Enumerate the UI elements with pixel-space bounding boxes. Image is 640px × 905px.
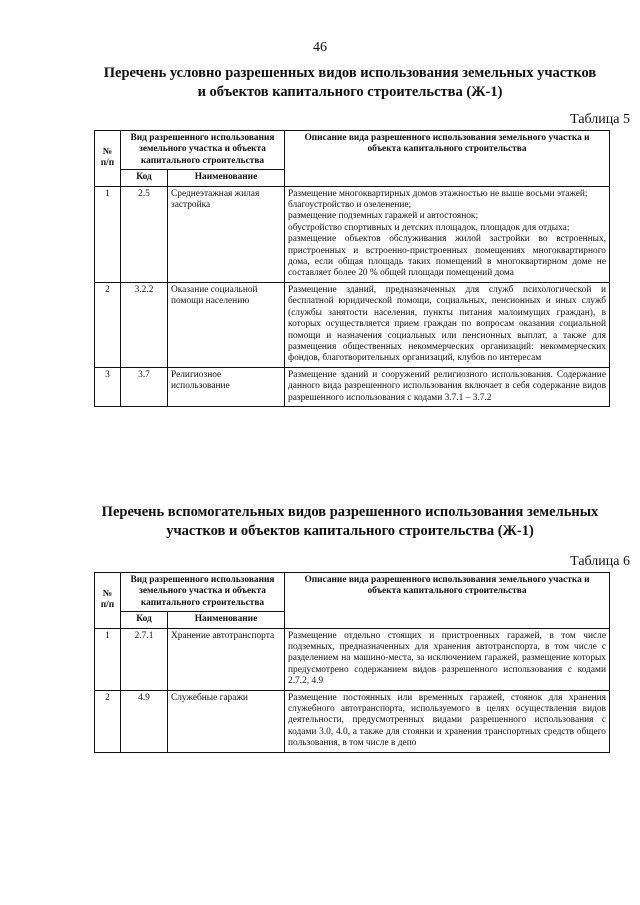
table6-header-row xyxy=(95,573,610,612)
description-line: обустройство спортивных и детских площадок, площадок для отдыха; xyxy=(288,222,570,233)
section2-title-line2: участков и объектов капитального строительства (Ж-1) xyxy=(166,523,534,539)
row-description xyxy=(285,186,610,282)
row-code: 4.9 xyxy=(121,690,168,752)
table6-header-type-group: Вид разрешенного использования земельного участка и объекта капитального строительства xyxy=(121,573,285,612)
table-row xyxy=(95,690,610,752)
row-num: 2 xyxy=(95,690,121,752)
row-num: 1 xyxy=(95,628,121,690)
description-line: благоустройство и озеленение; xyxy=(288,200,412,211)
table5-header-description: Описание вида разрешенного использования земельного участка и объекта капитального строительства xyxy=(285,131,610,187)
section1-title-line2: и объектов капитального строительства (Ж-1) xyxy=(197,84,503,100)
table5-header-name: Наименование xyxy=(168,170,285,186)
table-row xyxy=(95,367,610,406)
row-code: 3.2.2 xyxy=(121,282,168,367)
row-description: Размещение зданий, предназначенных для служб психологической и бесплатной юридической помощи, социальных, пенсионных и иных служб (службы занятости населения, пункты питания малоимущих граждан), в которых осуществляется прием граждан по вопросам оказания социальной помощи и назначения социальных или пенсионных выплат, а также для размещения общественных некоммерческих организаций: некоммерческих фондов, благотворительных организаций, клубов по интересам xyxy=(285,282,610,367)
section2-title-line1: Перечень вспомогательных видов разрешенного использования земельных xyxy=(101,504,599,520)
section1-title-line1: Перечень условно разрешенных видов использования земельных участков xyxy=(103,65,597,81)
table5-label: Таблица 5 xyxy=(570,112,630,127)
table5-header-code: Код xyxy=(121,170,168,186)
table6-label: Таблица 6 xyxy=(570,554,630,569)
row-num: 1 xyxy=(95,186,121,282)
table-row xyxy=(95,186,610,282)
table5 xyxy=(94,130,610,407)
row-name: Служебные гаражи xyxy=(168,690,285,752)
row-description: Размещение постоянных или временных гаражей, стоянок для хранения служебного автотранспорта, используемого в целях осуществления видов деятельности, предусмотренных видами разрешенного использования с кодами 3.0, 4.0, а также для стоянки и хранения транспортных средств общего пользования, в том числе в депо xyxy=(285,690,610,752)
row-code: 2.5 xyxy=(121,186,168,282)
row-num: 3 xyxy=(95,367,121,406)
row-name: Религиозное использование xyxy=(168,367,285,406)
table5-header-row xyxy=(95,131,610,170)
table6-header-code: Код xyxy=(121,612,168,628)
row-name: Среднеэтажная жилая застройка xyxy=(168,186,285,282)
description-line: Размещение многоквартирных домов этажностью не выше восьми этажей; xyxy=(288,188,588,199)
table-row xyxy=(95,628,610,690)
table-row xyxy=(95,282,610,367)
table6-header-name: Наименование xyxy=(168,612,285,628)
row-name: Хранение автотранспорта xyxy=(168,628,285,690)
row-description: Размещение отдельно стоящих и пристроенных гаражей, в том числе подземных, предназначенных для хранения автотранспорта, в том числе с разделением на машино-места, за исключением гаражей, размещение которых предусмотрено содержанием видов разрешенного использования с кодами 2.7.2, 4.9 xyxy=(285,628,610,690)
section2-title xyxy=(70,503,630,541)
row-name: Оказание социальной помощи населению xyxy=(168,282,285,367)
table6 xyxy=(94,572,610,753)
table5-header-type-group: Вид разрешенного использования земельного участка и объекта капитального строительства xyxy=(121,131,285,170)
row-code: 3.7 xyxy=(121,367,168,406)
description-line: размещение объектов обслуживания жилой застройки во встроенных, пристроенных и встроенно-пристроенных помещениях многоквартирного дома, если общая площадь таких помещений в многоквартирном доме не составляет более 20 % общей площади помещений дома xyxy=(288,234,606,279)
description-line: размещение подземных гаражей и автостоянок; xyxy=(288,211,479,222)
table5-header-num: № п/п xyxy=(95,131,121,187)
table6-header-num: № п/п xyxy=(95,573,121,629)
row-description: Размещение зданий и сооружений религиозного использования. Содержание данного вида разрешенного использования включает в себя содержание видов разрешенного использования с кодами 3.7.1 – 3.7.2 xyxy=(285,367,610,406)
table6-header-description: Описание вида разрешенного использования земельного участка и объекта капитального строительства xyxy=(285,573,610,629)
row-code: 2.7.1 xyxy=(121,628,168,690)
page-number: 46 xyxy=(313,40,327,55)
section1-title xyxy=(70,64,630,102)
row-num: 2 xyxy=(95,282,121,367)
